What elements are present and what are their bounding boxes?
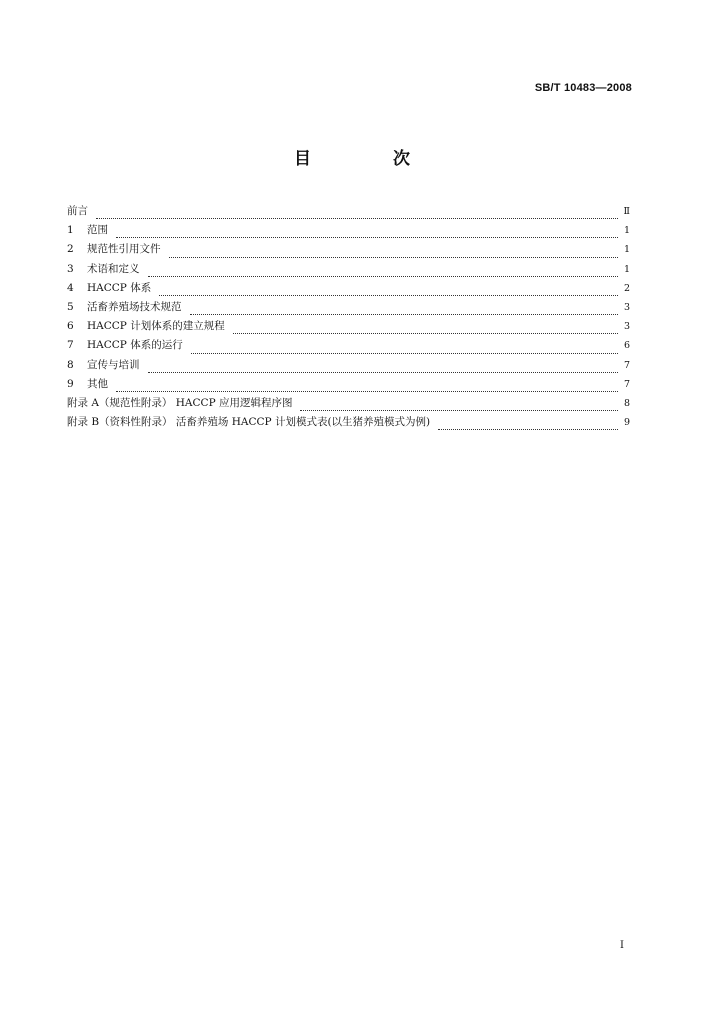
toc-entry-page: 7 bbox=[623, 378, 630, 390]
toc-leader bbox=[116, 391, 618, 392]
toc-entry-page: 6 bbox=[623, 340, 630, 352]
toc-leader bbox=[438, 429, 618, 430]
toc-entry-page: 8 bbox=[623, 397, 630, 409]
toc-entry-page: 3 bbox=[623, 321, 630, 333]
toc-leader bbox=[233, 333, 618, 334]
toc-entry-page: 1 bbox=[623, 225, 630, 237]
toc-entry-label: 附录 B（资料性附录） 活畜养殖场 HACCP 计划模式表(以生猪养殖模式为例) bbox=[67, 416, 431, 429]
page-number: Ⅰ bbox=[620, 940, 624, 951]
toc-entry-label: 宣传与培训 bbox=[87, 358, 140, 371]
toc-entry[interactable] bbox=[67, 261, 630, 280]
page-title: 目 次 bbox=[294, 149, 448, 169]
toc-entry-number: 8 bbox=[67, 358, 74, 371]
toc-entry-page: 1 bbox=[623, 263, 630, 275]
toc-entry-page: 7 bbox=[623, 359, 630, 371]
toc-entry[interactable] bbox=[67, 357, 630, 376]
toc-entry-label: HACCP 体系的运行 bbox=[87, 339, 183, 352]
toc-entry-page: 9 bbox=[623, 417, 630, 429]
toc-entry[interactable] bbox=[67, 376, 630, 395]
toc-entry-label: 术语和定义 bbox=[87, 262, 140, 275]
toc-entry-number: 4 bbox=[67, 281, 74, 294]
toc-leader bbox=[96, 218, 618, 219]
toc-entry-page: 1 bbox=[623, 244, 630, 256]
toc-entry-number: 7 bbox=[67, 339, 74, 352]
table-of-contents bbox=[67, 203, 630, 433]
toc-leader bbox=[300, 410, 618, 411]
standard-code: SB/T 10483—2008 bbox=[534, 82, 632, 94]
toc-entry[interactable] bbox=[67, 241, 630, 260]
toc-entry-page: 2 bbox=[623, 282, 630, 294]
toc-entry[interactable] bbox=[67, 222, 630, 241]
toc-entry[interactable] bbox=[67, 414, 630, 433]
toc-entry-number: 3 bbox=[67, 262, 74, 275]
toc-entry-number: 1 bbox=[67, 224, 74, 237]
toc-leader bbox=[159, 295, 618, 296]
toc-leader bbox=[148, 276, 619, 277]
toc-entry[interactable] bbox=[67, 337, 630, 356]
toc-entry-number: 2 bbox=[67, 243, 74, 256]
toc-leader bbox=[148, 372, 619, 373]
toc-entry-label: 附录 A（规范性附录） HACCP 应用逻辑程序图 bbox=[67, 396, 293, 409]
toc-entry-label: HACCP 体系 bbox=[87, 281, 152, 294]
toc-entry-number: 6 bbox=[67, 320, 74, 333]
toc-entry-label: 前言 bbox=[67, 205, 88, 217]
toc-entry-label: 其他 bbox=[87, 377, 108, 390]
toc-entry-label: 范围 bbox=[87, 224, 108, 237]
toc-leader bbox=[116, 237, 618, 238]
toc-entry-number: 5 bbox=[67, 300, 74, 313]
toc-entry[interactable] bbox=[67, 280, 630, 299]
toc-leader bbox=[191, 353, 618, 354]
toc-leader bbox=[169, 257, 619, 258]
toc-leader bbox=[190, 314, 619, 315]
toc-entry-label: HACCP 计划体系的建立规程 bbox=[87, 320, 225, 333]
toc-entry[interactable] bbox=[67, 299, 630, 318]
toc-entry[interactable] bbox=[67, 318, 630, 337]
toc-entry[interactable] bbox=[67, 203, 630, 222]
toc-entry[interactable] bbox=[67, 395, 630, 414]
toc-entry-label: 活畜养殖场技术规范 bbox=[87, 300, 182, 313]
toc-entry-number: 9 bbox=[67, 377, 74, 390]
toc-entry-label: 规范性引用文件 bbox=[87, 243, 161, 256]
toc-entry-page: 3 bbox=[623, 301, 630, 313]
toc-entry-page: Ⅱ bbox=[623, 206, 630, 217]
